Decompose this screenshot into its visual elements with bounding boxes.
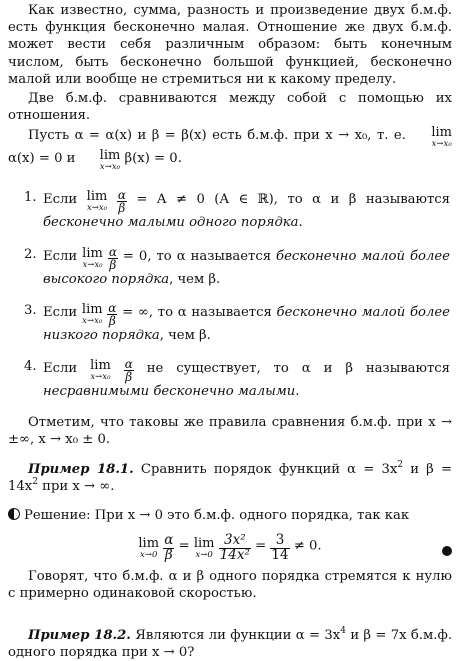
definition-text-c: β(x) = 0. — [124, 150, 182, 166]
definition-text-a: Пусть α = α(x) и β = β(x) есть б.м.ф. при x → x₀, т. е. — [28, 128, 406, 144]
definition-paragraph — [8, 126, 452, 171]
conclusion-paragraph: Говорят, что б.м.ф. α и β одного порядка стремятся к нулю с примерно одинаковой скоростью. — [8, 569, 452, 602]
example-18-2: Пример 18.2. Являются ли функции $\alpha = 3x^4$ и β = 7x б.м.ф. одного порядка при x → 0? — [8, 625, 453, 660]
list-item: 3. Если lim x→x₀ $\frac{\alpha}{\beta}$ = ∞, то α называется бесконечно малой более низкого порядка, чем β. — [24, 300, 450, 343]
limit-expression: lim x→x₀ — [86, 189, 108, 214]
limit-expression: lim x→x₀ — [82, 245, 103, 270]
fraction-3x2-14x2: $\frac{\text{3x²}}{\text{14x²}}$ — [219, 532, 250, 563]
comparison-paragraph: Две б.м.ф. сравниваются между собой с помощью их отношения. — [8, 91, 452, 124]
solution-label: Решение: — [24, 508, 91, 524]
solution-paragraph: Решение: При x → 0 это б.м.ф. одного порядка, так как — [8, 507, 452, 524]
limit-expression: lim x→x₀ — [90, 358, 111, 383]
example-label: Пример 18.2. — [28, 627, 131, 643]
fraction-3-14: $\frac{3}{14}$ — [271, 532, 289, 563]
display-equation: lim x→0 $\frac{\alpha}{\beta}$ = lim x→0 $\frac{\text{3x²}}{\text{14x²}}$ = $\frac{3}{14}$ ≠ 0. — [138, 532, 322, 563]
definition-text-b: α(x) = 0 и — [8, 150, 76, 166]
note-paragraph: Отметим, что таковы же правила сравнения б.м.ф. при x → ±∞, x → x₀ ± 0. — [8, 415, 452, 448]
ratio-fraction: $\frac{\alpha}{\beta}$ — [108, 244, 117, 272]
end-of-solution-icon — [442, 546, 452, 556]
limit-expression: lim x→0 — [193, 535, 215, 560]
ratio-fraction: $\frac{\alpha}{\beta}$ — [108, 300, 117, 328]
term-italic: бесконечно малыми одного порядка — [43, 215, 299, 231]
limit-expression: lim x→x₀ — [99, 147, 121, 172]
limit-expression: lim x→x₀ — [81, 301, 103, 326]
ratio-fraction: $\frac{\alpha}{\beta}$ — [124, 357, 133, 385]
ratio-fraction: $\frac{\alpha}{\beta}$ — [164, 532, 174, 563]
limit-expression: lim x→0 — [138, 535, 160, 560]
example-label: Пример 18.1. — [28, 461, 134, 477]
limit-expression: lim x→x₀ — [431, 125, 452, 150]
list-item: 4. Если lim x→x₀ $\frac{\alpha}{\beta}$ не существует, то α и β называются несравнимыми бесконечно малыми. — [24, 357, 450, 400]
term-italic: бесконечно малой более высокого порядка — [43, 248, 450, 287]
list-item: 2. Если lim x→x₀ $\frac{\alpha}{\beta}$ = 0, то α называется бесконечно малой более высокого порядка, чем β. — [24, 244, 450, 287]
list-item: 1. Если lim x→x₀ $\frac{\alpha}{\beta}$ = A ≠ 0 (A ∈ ℝ), то α и β называются бесконечно малыми одного порядка. — [24, 188, 451, 231]
term-italic: несравнимыми бесконечно малыми — [43, 384, 296, 400]
intro-paragraph: Как известно, сумма, разность и произведение двух б.м.ф. есть функция бесконечно малая. Отношение же двух б.м.ф. может вести себя различным образом: быть конечным числом, быть бесконечно большой функцией, бесконечно малой или вообще не стремиться ни к какому пределу. — [8, 3, 452, 87]
rules-list — [8, 189, 452, 400]
example-18-1: Пример 18.1. Сравнить порядок функций $\alpha = 3x^2$ и $\beta = 14x^2$ при x → ∞. — [8, 459, 452, 494]
term-italic: бесконечно малой более низкого порядка — [43, 304, 450, 343]
ratio-fraction: $\frac{\alpha}{\beta}$ — [117, 188, 126, 216]
solution-icon — [8, 508, 20, 520]
